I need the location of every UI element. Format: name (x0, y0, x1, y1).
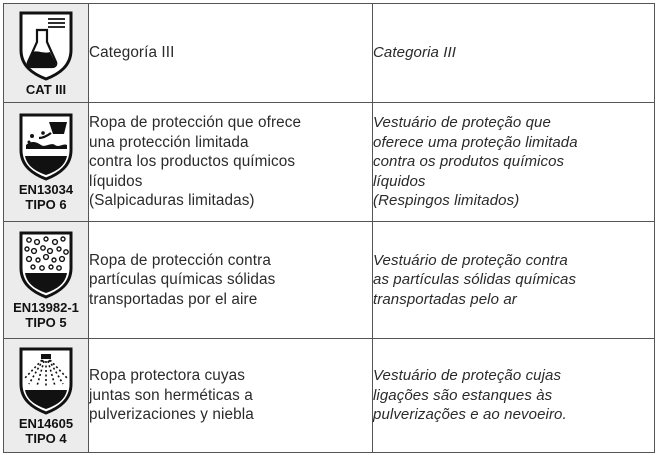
icon-cell (4, 222, 89, 339)
chemical-flask-shield-icon (17, 10, 75, 82)
icon-cell (4, 103, 89, 222)
type-code: TIPO 5 (25, 315, 67, 330)
spray-mist-shield-icon (17, 346, 75, 416)
portuguese-description: Categoria III (373, 4, 655, 103)
icon-cell (4, 339, 89, 453)
table-row (4, 4, 655, 103)
liquid-splash-shield-icon (17, 112, 75, 182)
standard-code: EN14605 (18, 415, 74, 431)
portuguese-description: Vestuário de proteção contra as partículas sólidas químicas transportadas pelo ar (373, 222, 655, 339)
portuguese-description: Vestuário de proteção cujas ligações são estanques às pulverizações e ao nevoeiro. (373, 339, 655, 453)
type-code: TIPO 6 (25, 197, 67, 212)
type-code: TIPO 4 (25, 430, 67, 446)
standard-code: EN13034 (18, 182, 74, 197)
standard-code: EN13982-1 (13, 300, 79, 315)
spanish-description: Ropa de protección que ofrece una protección limitada contra los productos químicos líquidos (Salpicaduras limitadas) (89, 103, 373, 222)
portuguese-description: Vestuário de proteção que oferece uma proteção limitada contra os produtos químicos líquidos (Respingos limitados) (373, 103, 655, 222)
spanish-description: Categoría III (89, 4, 373, 103)
solid-particles-shield-icon (17, 230, 75, 300)
spanish-description: Ropa protectora cuyas juntas son herméticas a pulverizaciones y niebla (89, 339, 373, 453)
table-row (4, 222, 655, 339)
table-row (4, 103, 655, 222)
table-row (4, 339, 655, 453)
icon-cell (4, 4, 89, 103)
standard-code: CAT III (25, 81, 67, 97)
spanish-description: Ropa de protección contra partículas químicas sólidas transportadas por el aire (89, 222, 373, 339)
protection-categories-table (3, 3, 655, 453)
